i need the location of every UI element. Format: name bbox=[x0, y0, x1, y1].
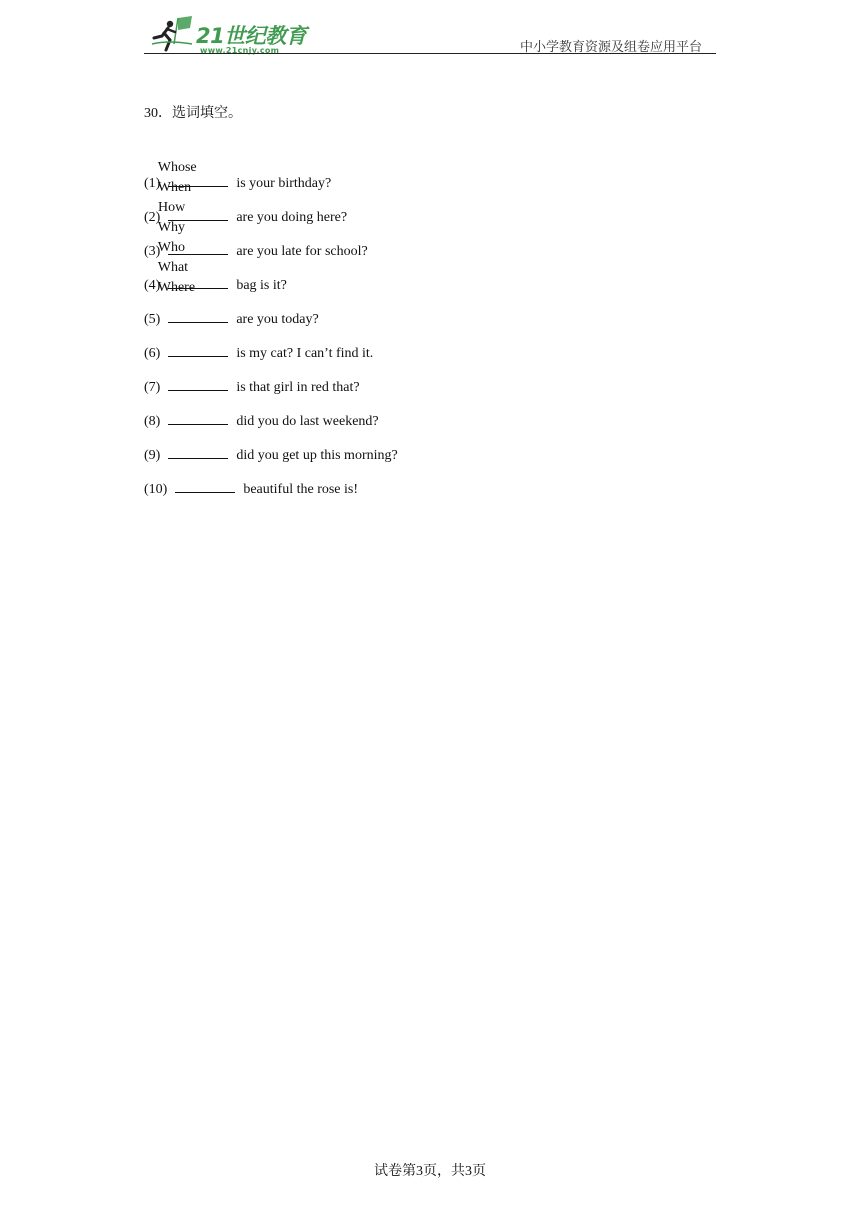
item-text: is your birthday? bbox=[236, 176, 332, 191]
item-number: (7) bbox=[144, 380, 161, 395]
page-footer: 试卷第3页，共3页 bbox=[374, 1164, 486, 1179]
question-item bbox=[144, 172, 704, 192]
header-divider bbox=[144, 53, 716, 54]
answer-blank[interactable] bbox=[168, 410, 228, 425]
question-title: 30．选词填空。 bbox=[144, 106, 242, 121]
item-number: (6) bbox=[144, 346, 161, 361]
item-number: (8) bbox=[144, 414, 161, 429]
logo-url: www.21cnjy.com bbox=[200, 46, 280, 55]
item-number: (3) bbox=[144, 244, 161, 259]
item-number: (5) bbox=[144, 312, 161, 327]
item-text: is my cat? I can’t find it. bbox=[236, 346, 374, 361]
word-option: Why bbox=[157, 220, 185, 235]
runner-flag-icon bbox=[148, 14, 198, 54]
logo-text: 21世纪教育 bbox=[196, 24, 307, 48]
item-number: (9) bbox=[144, 448, 161, 463]
answer-blank[interactable] bbox=[168, 444, 228, 459]
question-item bbox=[144, 206, 704, 226]
item-text: is that girl in red that? bbox=[236, 380, 360, 395]
item-number: (4) bbox=[144, 278, 161, 293]
item-number: (10) bbox=[144, 482, 168, 497]
question-item bbox=[144, 308, 704, 328]
site-logo bbox=[148, 14, 318, 54]
item-text: are you today? bbox=[236, 312, 319, 327]
answer-blank[interactable] bbox=[168, 206, 228, 221]
answer-blank[interactable] bbox=[168, 240, 228, 255]
word-option: When bbox=[157, 180, 192, 195]
item-number: (1) bbox=[144, 176, 161, 191]
item-text: did you get up this morning? bbox=[236, 448, 398, 463]
word-option: Who bbox=[157, 240, 185, 255]
answer-blank[interactable] bbox=[168, 342, 228, 357]
answer-blank[interactable] bbox=[168, 274, 228, 289]
page-header bbox=[144, 14, 716, 56]
question-item bbox=[144, 444, 704, 464]
question-item bbox=[144, 478, 704, 498]
answer-blank[interactable] bbox=[168, 376, 228, 391]
word-option: What bbox=[157, 260, 189, 275]
item-text: bag is it? bbox=[236, 278, 287, 293]
word-option: Whose bbox=[157, 160, 197, 175]
item-text: beautiful the rose is! bbox=[243, 482, 359, 497]
question-item bbox=[144, 240, 704, 260]
item-text: are you late for school? bbox=[236, 244, 368, 259]
answer-blank[interactable] bbox=[175, 478, 235, 493]
question-block bbox=[144, 104, 704, 512]
question-item bbox=[144, 342, 704, 362]
word-option: How bbox=[158, 200, 186, 215]
item-text: did you do last weekend? bbox=[236, 414, 379, 429]
question-item bbox=[144, 274, 704, 294]
item-number: (2) bbox=[144, 210, 161, 225]
answer-blank[interactable] bbox=[168, 308, 228, 323]
answer-blank[interactable] bbox=[168, 172, 228, 187]
question-item bbox=[144, 376, 704, 396]
platform-name: 中小学教育资源及组卷应用平台 bbox=[519, 39, 702, 54]
question-item bbox=[144, 410, 704, 430]
word-option: Where bbox=[157, 280, 196, 295]
item-text: are you doing here? bbox=[236, 210, 348, 225]
